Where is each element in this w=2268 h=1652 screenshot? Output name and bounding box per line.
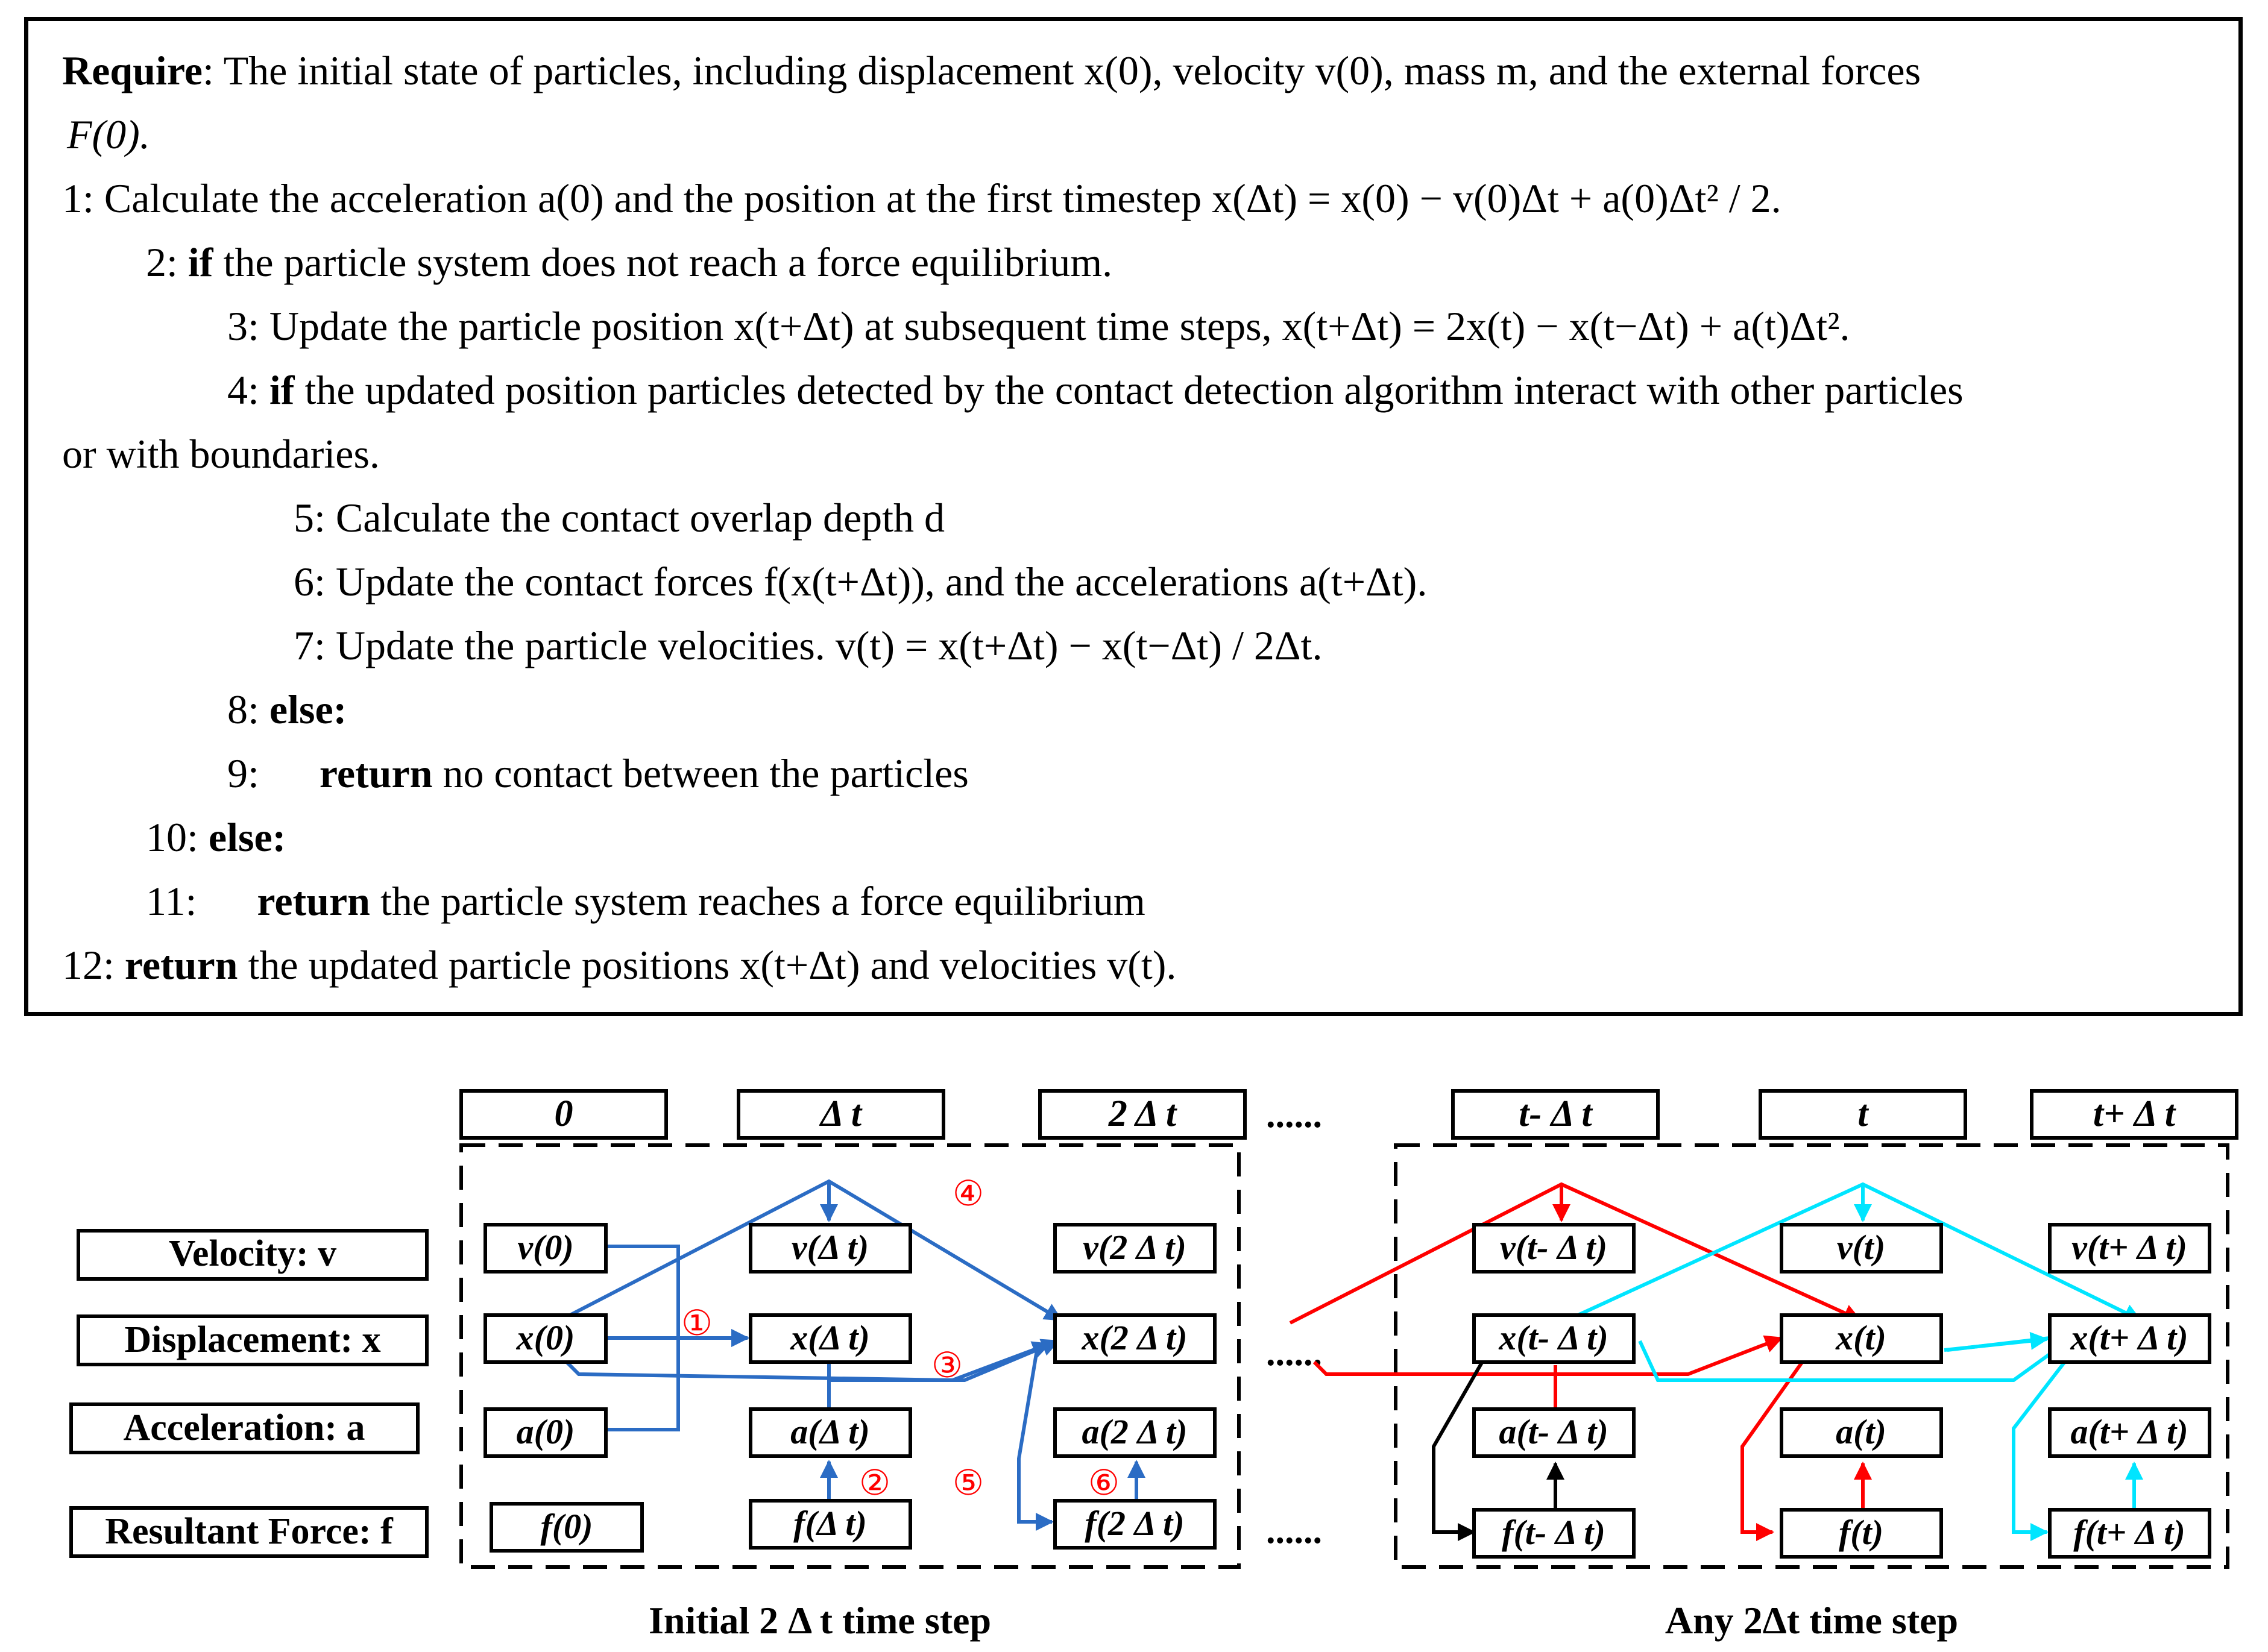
- row-label-displacement: Displacement: x: [124, 1319, 381, 1360]
- require-text: : The initial state of particles, including displacement x(0), velocity v(0), mass m, and the external forces: [202, 48, 1921, 93]
- node-x-t-plus: x(t+ Δ t): [2070, 1318, 2188, 1357]
- require-keyword: Require: [62, 48, 203, 93]
- node-v-2dt: v(2 Δ t): [1083, 1228, 1186, 1267]
- node-f-2dt: f(2 Δ t): [1085, 1504, 1185, 1543]
- node-a-2dt: a(2 Δ t): [1082, 1412, 1188, 1451]
- marker-2: ②: [859, 1463, 890, 1503]
- step-10: 10: else:: [146, 814, 286, 860]
- node-x-t: x(t): [1836, 1318, 1886, 1357]
- node-v-t-minus: v(t- Δ t): [1499, 1228, 1608, 1267]
- time-step-diagram: [0, 1025, 2268, 1652]
- caption-initial: Initial 2 Δ t time step: [648, 1599, 992, 1642]
- algorithm-box: [24, 17, 2243, 1016]
- node-a0: a(0): [516, 1412, 575, 1451]
- require-line-cont: F(0).: [67, 111, 150, 157]
- marker-6: ⑥: [1088, 1463, 1120, 1503]
- node-x-2dt: x(2 Δ t): [1082, 1318, 1188, 1357]
- row-labels: [71, 1231, 427, 1556]
- node-f-t: f(t): [1838, 1513, 1884, 1552]
- node-f-t-plus: f(t+ Δ t): [2073, 1513, 2185, 1552]
- node-v0: v(0): [517, 1228, 574, 1267]
- node-a-t-minus: a(t- Δ t): [1499, 1412, 1608, 1451]
- step-2: 2: if the particle system does not reach a force equilibrium.: [146, 239, 1113, 285]
- row-label-acceleration: Acceleration: a: [123, 1407, 365, 1448]
- node-a-t: a(t): [1836, 1412, 1886, 1451]
- time-headers: [461, 1091, 2237, 1138]
- header-0: 0: [554, 1093, 573, 1134]
- marker-1: ①: [681, 1304, 713, 1343]
- header-t-plus-dt: t+ Δ t: [2093, 1093, 2176, 1134]
- header-t-minus-dt: t- Δ t: [1519, 1093, 1592, 1134]
- step-1: 1: Calculate the acceleration a(0) and the position at the first timestep x(Δt) = x(0) − v(0)Δt + a(0)Δt² / 2.: [62, 175, 1781, 221]
- node-v-dt: v(Δ t): [791, 1228, 869, 1267]
- ellipsis-middle: ......: [1266, 1333, 1322, 1374]
- node-boxes: [485, 1225, 2210, 1557]
- node-f-dt: f(Δ t): [793, 1504, 867, 1543]
- cyan-x-link: [1944, 1339, 2047, 1350]
- step-4: 4: if the updated position particles detected by the contact detection algorithm interact with other particles: [227, 367, 1964, 413]
- header-2dt: 2 Δ t: [1108, 1093, 1177, 1134]
- step-3: 3: Update the particle position x(t+Δt) at subsequent time steps, x(t+Δt) = 2x(t) − x(t−Δt) + a(t)Δt².: [227, 303, 1850, 349]
- node-x-dt: x(Δ t): [790, 1318, 870, 1357]
- node-f0: f(0): [540, 1507, 593, 1546]
- row-label-force: Resultant Force: f: [105, 1511, 393, 1552]
- node-a-dt: a(Δ t): [790, 1412, 870, 1451]
- step-11: 11: return the particle system reaches a force equilibrium: [146, 878, 1145, 924]
- node-f-t-minus: f(t- Δ t): [1502, 1513, 1605, 1552]
- step-4-cont: or with boundaries.: [62, 431, 380, 477]
- marker-5: ⑤: [953, 1463, 984, 1503]
- node-v-t-plus: v(t+ Δ t): [2071, 1228, 2187, 1267]
- marker-3: ③: [931, 1346, 963, 1385]
- node-a-t-plus: a(t+ Δ t): [2070, 1412, 2188, 1451]
- step-7: 7: Update the particle velocities. v(t) = x(t+Δt) − x(t−Δt) / 2Δt.: [294, 623, 1323, 668]
- step-9: 9: return no contact between the particles: [227, 750, 969, 796]
- step-5: 5: Calculate the contact overlap depth d: [294, 495, 945, 541]
- marker-4: ④: [953, 1174, 984, 1213]
- row-label-velocity: Velocity: v: [168, 1233, 337, 1274]
- ellipsis-bottom: ......: [1266, 1510, 1322, 1551]
- node-x-t-minus: x(t- Δ t): [1499, 1318, 1608, 1357]
- step-12: 12: return the updated particle positions x(t+Δt) and velocities v(t).: [62, 942, 1177, 988]
- header-t: t: [1857, 1093, 1868, 1134]
- require-line: [62, 46, 1921, 95]
- header-dt: Δ t: [820, 1093, 862, 1134]
- node-x0: x(0): [516, 1318, 575, 1357]
- caption-any: Any 2Δt time step: [1665, 1599, 1959, 1642]
- node-v-t: v(t): [1836, 1228, 1886, 1267]
- step-8: 8: else:: [227, 686, 347, 732]
- step-6: 6: Update the contact forces f(x(t+Δt)), and the accelerations a(t+Δt).: [294, 559, 1428, 605]
- ellipsis-header: ......: [1266, 1095, 1322, 1135]
